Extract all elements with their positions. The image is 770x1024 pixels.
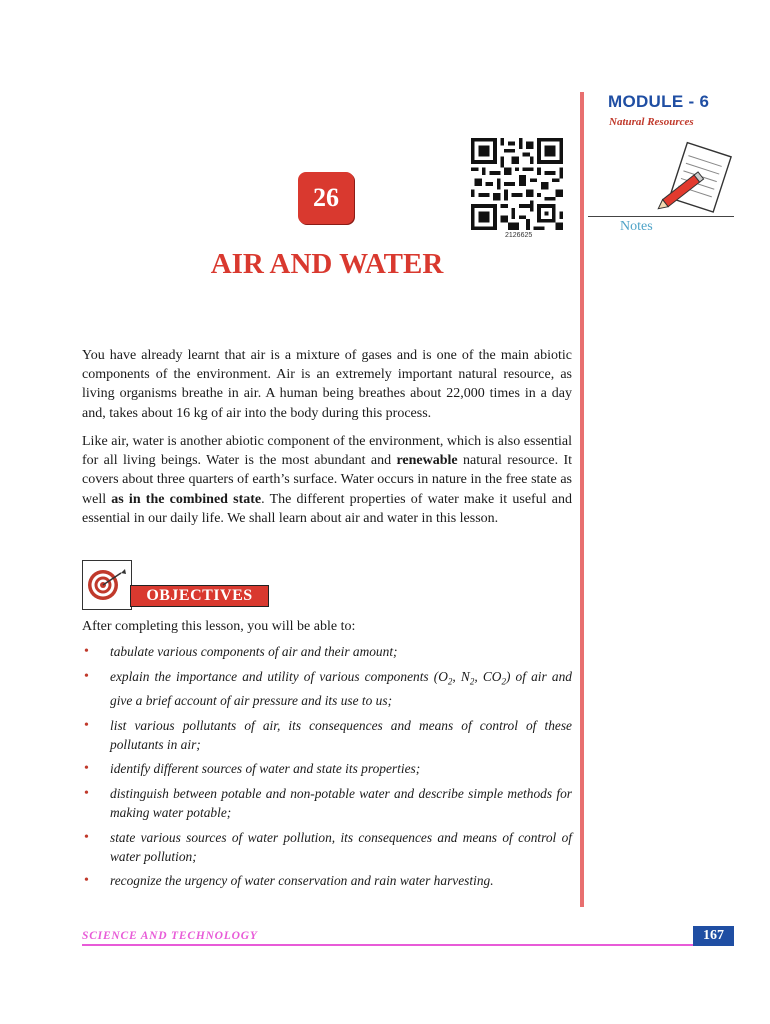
bold-term-combined-state: as in the combined state [111, 491, 262, 507]
text-run: Like air, water is another abiotic component of the environment, which is also essential for all living beings. Water is the most abundant and [82, 434, 572, 469]
intro-paragraph-2 [82, 432, 572, 528]
margin-rule [580, 92, 584, 907]
module-label: MODULE - 6 [608, 92, 710, 111]
subscript: 2 [469, 676, 475, 687]
subscript: 2 [447, 676, 453, 687]
objectives-list [82, 642, 572, 896]
footer-book-title: SCIENCE AND TECHNOLOGY [82, 930, 258, 942]
footer-rule [82, 944, 734, 946]
text-run: . The different properties of water make it useful and essential in our daily life. We shall learn about air and water in this lesson. [82, 491, 572, 526]
list-item: • list various pollutants of air, its consequences and means of control of these pollutants in air; [82, 716, 572, 754]
chapter-title: AIR AND WATER [210, 248, 444, 280]
list-item: • distinguish between potable and non-potable water and describe simple methods for making water potable; [82, 784, 572, 822]
text-run: natural resource. It covers about three quarters of earth’s surface. Water occurs in nature in the free state as well [82, 453, 572, 507]
text-run: explain the importance and utility of various components (O [110, 668, 448, 684]
notes-pencil-icon [655, 140, 735, 218]
list-item: • identify different sources of water and state its properties; [82, 759, 572, 778]
list-item [82, 667, 572, 711]
subscript: 2 [501, 676, 506, 687]
notes-divider [588, 216, 734, 217]
text-run: ) of air and give a brief account of air pressure and its use to us; [110, 668, 572, 709]
module-subject: Natural Resources [609, 116, 694, 128]
objectives-heading: OBJECTIVES [130, 585, 269, 607]
page-number: 167 [693, 926, 734, 946]
list-item: • recognize the urgency of water conservation and rain water harvesting. [82, 871, 572, 890]
chapter-number-badge: 26 [298, 172, 354, 224]
text-run: , CO [474, 668, 502, 684]
objectives-intro: After completing this lesson, you will be able to: [82, 619, 356, 634]
list-item: • state various sources of water pollution, its consequences and means of control of water pollution; [82, 828, 572, 866]
qr-code-image [468, 138, 566, 230]
bold-term-renewable: renewable [396, 453, 458, 469]
intro-paragraph-1: You have already learnt that air is a mixture of gases and is one of the main abiotic components of the environment. Air is an extremely important natural resource, as living organisms breathe in air. A human being breathes about 22,000 times in a day and, takes about 16 kg of air into the body during this process. [82, 348, 572, 421]
qr-code-number: 2126625 [505, 232, 533, 239]
list-item: • tabulate various components of air and their amount; [82, 642, 572, 661]
text-run: , N [452, 668, 470, 684]
target-icon [82, 560, 132, 610]
notes-label: Notes [620, 219, 653, 234]
